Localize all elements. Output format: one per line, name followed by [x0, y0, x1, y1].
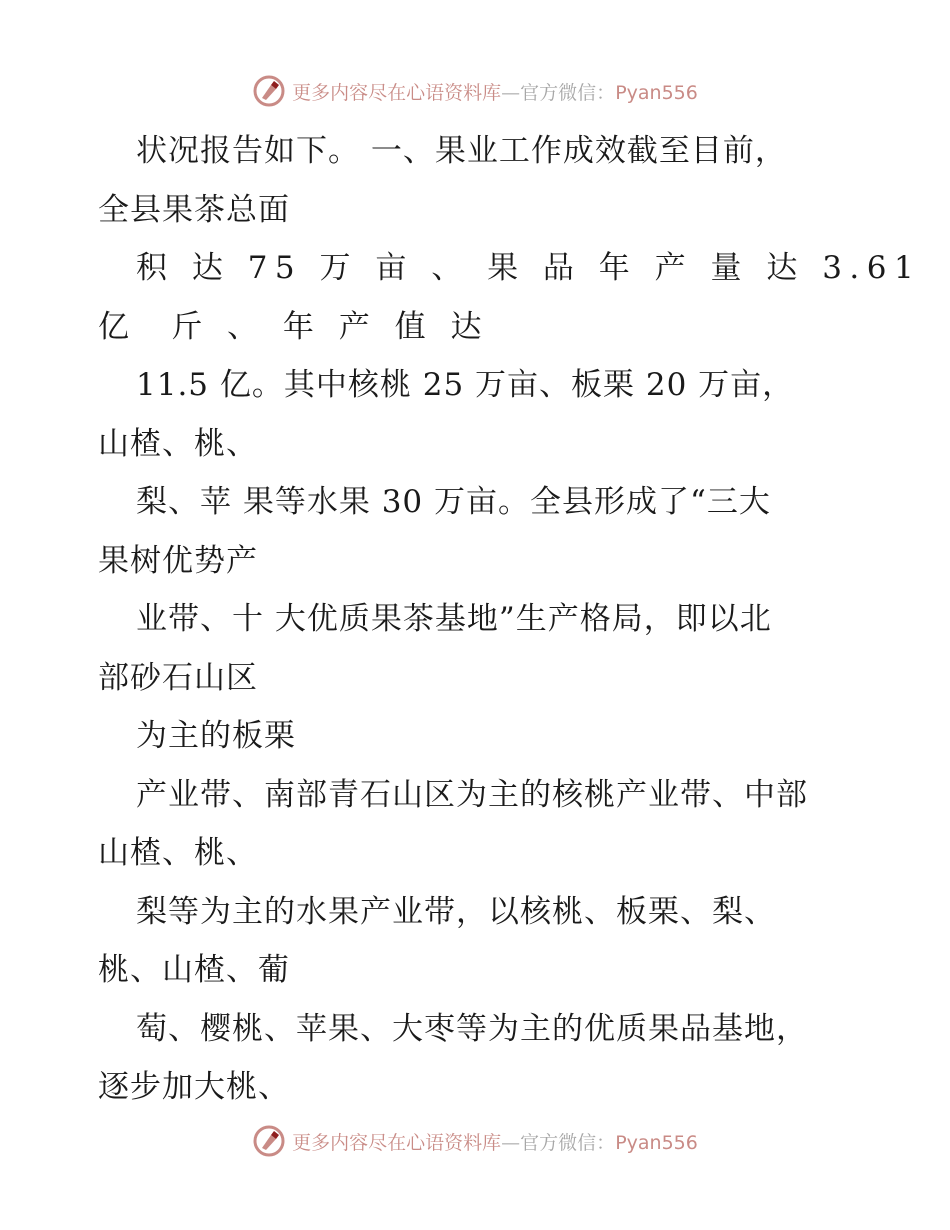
text-line: 积 达 75 万 亩 、 果 品 年 产 量 达 3.61 [136, 250, 922, 286]
text-line: 桃、山楂、葡 [98, 952, 290, 988]
watermark-separator: — [501, 1131, 521, 1154]
text-line: 逐步加大桃、 [98, 1069, 290, 1105]
text-line: 产业带、南部青石山区为主的核桃产业带、中部 [136, 776, 808, 813]
watermark-wechat-id: Pyan556 [615, 1131, 698, 1154]
document-body [98, 122, 922, 1117]
text-line: 状况报告如下。 一、果业工作成效截至目前， [136, 133, 787, 169]
watermark-wechat-label: 官方微信： [520, 81, 616, 104]
text-line: 山楂、桃、 [98, 835, 258, 871]
watermark-wechat-label: 官方微信： [520, 1131, 616, 1154]
text-line: 亿 斤 、 年 产 值 达 [98, 308, 489, 345]
text-line: 山楂、桃、 [98, 425, 258, 462]
text-line: 业带、十 大优质果茶基地”生产格局，即以北 [136, 601, 772, 637]
watermark-text [292, 1128, 698, 1155]
watermark-wechat-id: Pyan556 [615, 81, 698, 104]
text-line: 梨等为主的水果产业带，以核桃、板栗、梨、 [136, 893, 776, 930]
watermark-brand: 更多内容尽在心语资料库 [292, 81, 502, 104]
header-watermark [0, 74, 950, 108]
text-line: 部砂石山区 [98, 659, 258, 696]
text-line: 为主的板栗 [136, 718, 296, 754]
text-line: 萄、樱桃、苹果、大枣等为主的优质果品基地， [136, 1010, 808, 1047]
text-line: 11.5 亿。其中核桃 25 万亩、板栗 20 万亩， [136, 367, 795, 403]
pen-nib-circle-icon [252, 74, 286, 108]
text-line: 果树优势产 [98, 542, 258, 579]
text-line: 梨、苹 果等水果 30 万亩。全县形成了“三大 [136, 484, 771, 520]
text-line: 全县果茶总面 [98, 191, 290, 228]
pen-nib-circle-icon [252, 1124, 286, 1158]
watermark-separator: — [501, 81, 521, 104]
watermark-brand: 更多内容尽在心语资料库 [292, 1131, 502, 1154]
footer-watermark [0, 1124, 950, 1158]
watermark-text [292, 78, 698, 105]
